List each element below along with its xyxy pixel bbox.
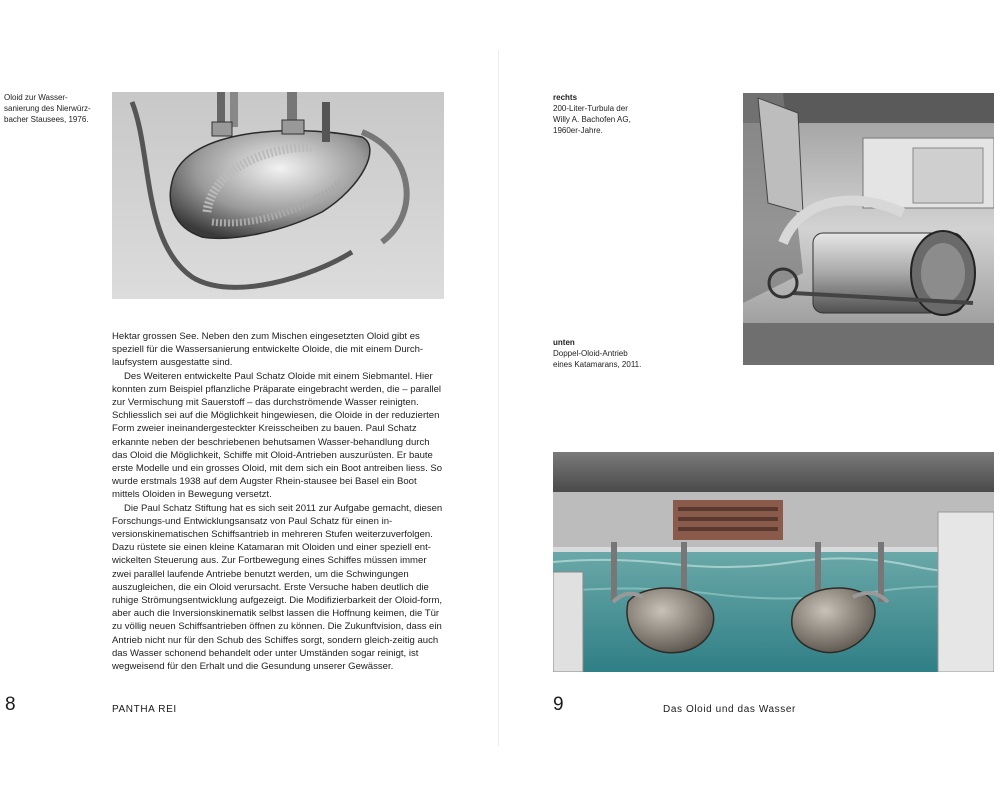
photo-caption-katamaran xyxy=(553,337,663,370)
caption-line: sanierung des Nierwürz- xyxy=(4,104,91,113)
caption-line: Willy A. Bachofen AG, xyxy=(553,115,631,124)
right-page xyxy=(500,0,1000,800)
katamaran-oloid-photo xyxy=(553,452,994,672)
running-head-left: PANTHA REI xyxy=(112,704,177,715)
body-paragraph: Des Weiteren entwickelte Paul Schatz Oloide mit einem Siebmantel. Hier konnten zum Beispiel pflanzliche Präparate eingebracht werden, die – parallel zur Vermischung mit Sauerstoff – das durchströmende Wasser reinigten. Schliesslich sei auf die Möglichkeit hingewiesen, die Oloide in der reduzierten Form zweier ineinandergesteckter Kreisscheiben zu bauen. Paul Schatz erkannte neben der beschriebenen behutsamen Wasser-behandlung durch das Oloid die Möglichkeit, Schiffe mit Oloid-Antrieben auszurüsten. Er baute erste Modelle und ein grosses Oloid, mit dem sich ein Boot antreiben liess. So wurde erstmals 1938 auf dem Augster Rhein-stausee bei Basel ein Boot mittels Oloiden in Bewegung versetzt. xyxy=(112,370,443,501)
caption-title: rechts xyxy=(553,93,578,102)
caption-title: unten xyxy=(553,338,575,347)
caption-line: 1960er-Jahre. xyxy=(553,126,603,135)
caption-line: eines Katamarans, 2011. xyxy=(553,360,642,369)
body-paragraph: Hektar grossen See. Neben den zum Mischen eingesetzten Oloid gibt es speziell für die Wassersanierung entwickelte Oloide, die mit einem Durch-laufsystem ausgestatte sind. xyxy=(112,331,424,369)
gutter-divider xyxy=(498,50,499,746)
oloid-photo xyxy=(112,92,444,299)
turbula-photo xyxy=(743,93,994,365)
left-page xyxy=(0,0,498,800)
body-text xyxy=(112,330,445,673)
running-head-right: Das Oloid und das Wasser xyxy=(663,704,796,715)
caption-line: bacher Stausees, 1976. xyxy=(4,115,89,124)
caption-line: Doppel-Oloid-Antrieb xyxy=(553,349,628,358)
page-number-right: 9 xyxy=(553,694,564,715)
body-paragraph: Die Paul Schatz Stiftung hat es sich seit 2011 zur Aufgabe gemacht, diesen Forschungs-und Entwicklungsansatz von Paul Schatz für einen in-versionskinematischen Schiffsantrieb in mehreren Stufen weiterzuverfolgen. Dazu rüstete sie einen kleine Katamaran mit Oloiden und einer speziell ent-wickelten Steuerung aus. Zur Fortbewegung eines Schiffes müssen immer zwei parallel laufende Antriebe benutzt werden, um die Schwingungen auszugleichen, die ein Oloid verursacht. Erste Versuche haben deutlich die ruhige Strömungsentwicklung aufgezeigt. Die Modifizierbarkeit der Oloid-form, aber auch die Inversionskinematik selbst lassen die Hoffnung keimen, die Tür zu völlig neuen Schiffsantrieben öffnen zu können. Die Zukunftvision, dass ein Antrieb nicht nur für den Schub des Schiffes sorgt, sondern gleich-zeitig auch das Wasser schonend behandelt oder unter Umständen sogar reinigt, ist wegweisend für den Erhalt und die Gesundung unserer Gewässer. xyxy=(112,502,443,673)
photo-caption-oloid xyxy=(4,92,104,125)
caption-line: 200-Liter-Turbula der xyxy=(553,104,628,113)
photo-caption-turbula xyxy=(553,92,663,136)
page-number-left: 8 xyxy=(5,694,16,715)
caption-line: Oloid zur Wasser- xyxy=(4,93,68,102)
